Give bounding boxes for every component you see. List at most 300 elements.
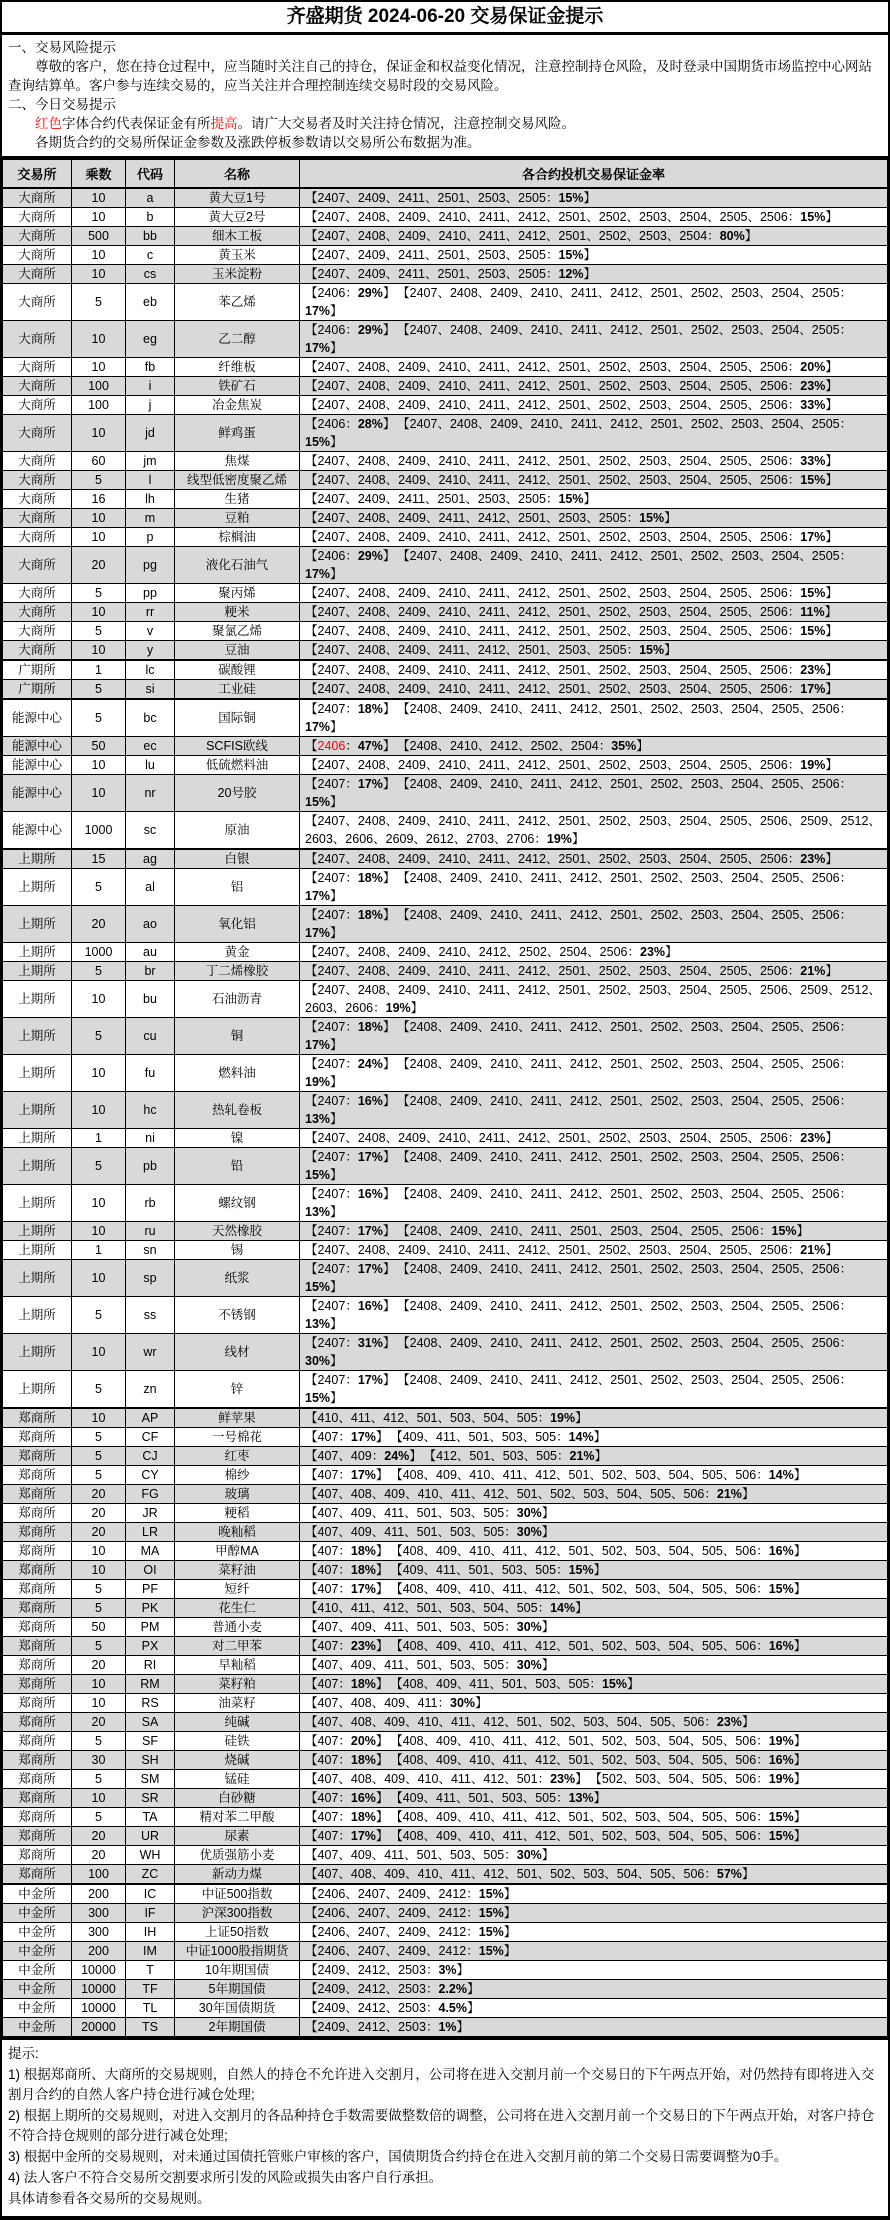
table-row [3,1185,888,1222]
table-row [3,1846,888,1865]
code-cell: PK [126,1599,175,1618]
code-cell: IH [126,1923,175,1942]
code-cell: WH [126,1846,175,1865]
table-row [3,377,888,396]
multiplier-cell: 10 [72,756,126,775]
rate-group: 【2407、2409、2411、2501、2503、2505：15%】 [305,191,596,205]
rate-group: 【407、409、411、501、503、505：30%】 [305,1620,555,1634]
multiplier-cell: 1000 [72,812,126,850]
exchange-cell: 郑商所 [3,1504,72,1523]
exchange-cell: 上期所 [3,1260,72,1297]
exchange-cell: 上期所 [3,869,72,906]
name-cell: 冶金焦炭 [175,396,300,415]
rate-group: 【2407、2408、2409、2410、2411、2412、2501、2502、2503、2504、2505、2506：21%】 [305,1243,838,1257]
name-cell: 液化石油气 [175,547,300,584]
rate-group: 【2407：17%】 [305,1150,396,1164]
rates-cell [300,1092,888,1129]
multiplier-cell: 10 [72,246,126,265]
margin-rate-value: 16% [768,1753,794,1767]
table-row [3,1371,888,1409]
rate-group: 【2408、2409、2410、2411、2412、2501、2502、2503、2504、2505、2506：15%】 [305,777,853,809]
rate-group: 【2407：24%】 [305,1057,396,1071]
multiplier-cell: 10 [72,1334,126,1371]
margin-rate-value: 20% [350,1734,376,1748]
multiplier-cell: 10000 [72,1961,126,1980]
name-cell: 线型低密度聚乙烯 [175,471,300,490]
contract-list: 2407、2408、2409、2410、2411、2412、2501、2502、2503、2504、2505、2506 [317,210,788,224]
col-header-exchange: 交易所 [3,160,72,189]
exchange-cell: 中金所 [3,1999,72,2018]
rates-cell [300,246,888,265]
notes-section [2,2037,888,2216]
table-row [3,1428,888,1447]
contract-list: 2408、2409、2410、2411、2412、2501、2502、2503、2504、2505、2506 [409,1187,840,1201]
contract-list: 2407 [317,1094,346,1108]
code-cell: b [126,208,175,227]
rate-group: 【409、411、501、503、505：15%】 [396,1563,607,1577]
rates-cell [300,1694,888,1713]
table-row [3,246,888,265]
margin-rate-value: 23% [550,1772,576,1786]
table-row [3,1656,888,1675]
contract-list: 407 [317,1734,339,1748]
name-cell: 菜籽粕 [175,1675,300,1694]
rate-group: 【2407、2408、2409、2410、2411、2412、2501、2502、2503、2504、2505、2506：33%】 [305,398,838,412]
rates-cell [300,962,888,981]
rate-group: 【2407：18%】 [305,1020,396,1034]
multiplier-cell: 100 [72,377,126,396]
margin-rate-value: 23% [800,852,826,866]
rate-group: 【2409、2412、2503：4.5%】 [305,2001,480,2015]
rate-group: 【2408、2409、2410、2411、2412、2501、2502、2503、2504、2505、2506：17%】 [305,1020,853,1052]
code-cell: TA [126,1808,175,1827]
rate-group: 【502、503、504、505、506：19%】 [595,1772,807,1786]
code-cell: IM [126,1942,175,1961]
exchange-cell: 郑商所 [3,1656,72,1675]
margin-rate-value: 19% [768,1734,794,1748]
rates-cell [300,1485,888,1504]
table-row [3,869,888,906]
margin-rate-value: 30% [450,1696,476,1710]
code-cell: cu [126,1018,175,1055]
contract-list: 2407 [317,908,346,922]
code-cell: OI [126,1561,175,1580]
rate-group: 【2407、2408、2409、2410、2411、2412、2501、2502、2503、2504、2505：17%】 [305,549,853,581]
exchange-cell: 广期所 [3,660,72,680]
margin-rate-value: 16% [357,1094,383,1108]
margin-rate-value: 23% [800,1131,826,1145]
margin-rate-value: 18% [357,1020,383,1034]
today-section-heading: 二、今日交易提示 [8,97,116,112]
contract-list: 2407、2408、2409、2410、2411、2412、2501、2502、2503、2504、2505、2506 [317,852,788,866]
rates-cell [300,680,888,700]
name-cell: 氧化铝 [175,906,300,943]
margin-rate-value: 14% [568,1430,594,1444]
rates-cell [300,1675,888,1694]
contract-list: 2406、2407、2409、2412 [317,1906,467,1920]
contract-list: 2407 [317,1373,346,1387]
exchange-cell: 能源中心 [3,737,72,756]
name-cell: 燃料油 [175,1055,300,1092]
table-row [3,1827,888,1846]
exchange-cell: 大商所 [3,547,72,584]
name-cell: 低硫燃料油 [175,756,300,775]
name-cell: 20号胶 [175,775,300,812]
code-cell: lc [126,660,175,680]
contract-list: 2407、2408、2409、2410、2412、2502、2504、2506 [317,945,628,959]
rates-cell [300,1523,888,1542]
rate-group: 【2408、2409、2410、2411、2412、2501、2502、2503、2504、2505、2506：15%】 [305,1262,853,1294]
name-cell: 原油 [175,812,300,850]
name-cell: 油菜籽 [175,1694,300,1713]
name-cell: 铁矿石 [175,377,300,396]
rate-group: 【408、409、410、411、412、501、502、503、504、505、506：15%】 [396,1582,807,1596]
margin-rate-value: 17% [350,1468,376,1482]
name-cell: 锌 [175,1371,300,1409]
rate-group: 【2407、2408、2409、2410、2411、2412、2501、2502、2503、2504、2505、2506：20%】 [305,360,838,374]
rates-cell [300,849,888,869]
rates-cell [300,1808,888,1827]
code-cell: rr [126,603,175,622]
code-cell: CJ [126,1447,175,1466]
margin-rate-value: 15% [601,1677,627,1691]
contract-list: 2407、2408、2409、2410、2411、2412、2501、2502、2503、2504 [317,229,708,243]
rates-cell [300,528,888,547]
rate-group: 【407：16%】 [305,1791,389,1805]
rate-group: 【2407：18%】 [305,908,396,922]
exchange-cell: 上期所 [3,906,72,943]
rates-cell [300,1580,888,1599]
rates-cell [300,1999,888,2018]
multiplier-cell: 10 [72,1675,126,1694]
table-row [3,188,888,208]
exchange-cell: 大商所 [3,603,72,622]
contract-list: 409、411、501、503、505 [402,1430,557,1444]
margin-rate-value: 23% [800,379,826,393]
table-row [3,1260,888,1297]
code-cell: ec [126,737,175,756]
exchange-cell: 郑商所 [3,1789,72,1808]
code-cell: LR [126,1523,175,1542]
margin-rate-value: 23% [350,1639,376,1653]
contract-list: 2407 [317,777,346,791]
contract-list: 407、409、411、501、503、505 [317,1506,505,1520]
name-cell: 晚籼稻 [175,1523,300,1542]
contract-list: 2408、2409、2410、2411、2412、2501、2502、2503、2504、2505、2506 [409,1020,840,1034]
contract-list: 2407、2408、2409、2410、2411、2412、2501、2502、2503、2504、2505、2506、2509、2512、2603、2606、2609、2612、2703、2706 [305,814,881,846]
rates-cell [300,1466,888,1485]
margin-rate-value: 17% [357,1262,383,1276]
code-cell: y [126,641,175,661]
rate-group: 【2409、2412、2503：3%】 [305,1963,470,1977]
code-cell: lu [126,756,175,775]
rates-cell [300,641,888,661]
exchange-cell: 中金所 [3,1884,72,1904]
contract-list: 407、409、411、501、503、505 [317,1658,505,1672]
contract-list: 2407、2408、2409、2410、2411、2412、2501、2502、2503、2504、2505、2506 [317,473,788,487]
exchange-cell: 郑商所 [3,1827,72,1846]
rate-group: 【2407：17%】 [305,1224,396,1238]
exchange-cell: 大商所 [3,377,72,396]
rates-cell [300,584,888,603]
exchange-cell: 大商所 [3,452,72,471]
contract-list: 407 [317,1544,339,1558]
margin-rate-value: 17% [357,1150,383,1164]
contract-list: 2407、2409、2411、2501、2503、2505 [317,248,546,262]
contract-list: 407、408、409、410、411、412、501 [317,1772,538,1786]
table-row [3,1241,888,1260]
margin-rate-value: 2.2% [438,1982,467,1996]
rate-group: 【410、411、412、501、503、504、505：19%】 [305,1411,588,1425]
code-cell: CY [126,1466,175,1485]
exchange-cell: 上期所 [3,849,72,869]
multiplier-cell: 5 [72,680,126,700]
table-row [3,603,888,622]
name-cell: 焦煤 [175,452,300,471]
code-cell: PX [126,1637,175,1656]
multiplier-cell: 60 [72,452,126,471]
risk-section-paragraph: 尊敬的客户，您在持仓过程中，应当随时关注自己的持仓，保证金和权益变化情况，注意控制持仓风险，及时登录中国期货市场监控中心网站查询结算单。客户参与连续交易的，应当关注并合理控制连续交易时段的交易风险。 [8,59,872,93]
contract-list: 2407、2408、2409、2410、2411、2412、2501、2502、2503、2504、2505、2506 [317,964,788,978]
rate-group: 【2407、2408、2409、2410、2411、2412、2501、2502、2503、2504、2505、2506：23%】 [305,379,838,393]
table-row [3,1942,888,1961]
rates-cell [300,1408,888,1428]
rates-cell [300,396,888,415]
margin-rate-value: 21% [569,1449,595,1463]
rates-cell [300,1297,888,1334]
contract-list: 2407、2409、2411、2501、2503、2505 [317,267,546,281]
multiplier-cell: 10 [72,321,126,358]
multiplier-cell: 5 [72,1466,126,1485]
code-cell: CF [126,1428,175,1447]
code-cell: l [126,471,175,490]
margin-rate-value: 15% [800,586,826,600]
exchange-cell: 郑商所 [3,1447,72,1466]
name-cell: 锰硅 [175,1770,300,1789]
exchange-cell: 上期所 [3,1334,72,1371]
exchange-cell: 郑商所 [3,1580,72,1599]
margin-rate-value: 15% [771,1224,797,1238]
rates-cell [300,1961,888,1980]
name-cell: 2年期国债 [175,2018,300,2037]
contract-list: 2407 [317,871,346,885]
code-cell: SR [126,1789,175,1808]
rate-group: 【408、409、410、411、412、501、502、503、504、505、506：15%】 [396,1810,807,1824]
rate-group: 【410、411、412、501、503、504、505：14%】 [305,1601,588,1615]
rate-group: 【2407、2408、2409、2410、2411、2412、2501、2502、2503、2504、2505、2506：17%】 [305,682,838,696]
rate-group: 【2407：17%】 [305,1262,396,1276]
multiplier-cell: 20 [72,1846,126,1865]
rate-group: 【2407、2408、2409、2410、2411、2412、2501、2502、2503、2504、2505、2506：33%】 [305,454,838,468]
name-cell: 锡 [175,1241,300,1260]
margin-rate-value: 18% [357,702,383,716]
margin-rate-value: 19% [546,832,572,846]
rates-cell [300,1846,888,1865]
multiplier-cell: 5 [72,1637,126,1656]
rate-group: 【407：18%】 [305,1677,389,1691]
contract-list: 2407、2408、2409、2410、2411、2412、2501、2502、2503、2504、2505、2506 [317,682,788,696]
rate-group: 【407、408、409、410、411、412、501、502、503、504、505、506：57%】 [305,1867,755,1881]
exchange-cell: 上期所 [3,1092,72,1129]
margin-rate-value: 15% [639,511,665,525]
name-cell: 精对苯二甲酸 [175,1808,300,1827]
margin-rate-value: 30% [516,1848,542,1862]
rate-group: 【407、409、411、501、503、505：30%】 [305,1506,555,1520]
contract-list: 2407 [317,702,346,716]
exchange-cell: 上期所 [3,1297,72,1334]
table-row [3,812,888,850]
rate-group: 【408、409、410、411、412、501、502、503、504、505、506：16%】 [396,1639,807,1653]
table-row [3,227,888,246]
risk-section-heading: 一、交易风险提示 [8,40,116,55]
contract-list: 2406、2407、2409、2412 [317,1887,467,1901]
margin-rate-value: 17% [305,304,331,318]
margin-rate-value: 17% [350,1582,376,1596]
exchange-cell: 郑商所 [3,1618,72,1637]
multiplier-cell: 5 [72,1599,126,1618]
rates-cell [300,1656,888,1675]
rates-cell [300,660,888,680]
rate-group: 【2407、2409、2411、2501、2503、2505：15%】 [305,492,596,506]
margin-rate-value: 80% [719,229,745,243]
rate-group: 【2407、2408、2409、2410、2411、2412、2501、2502、2503、2504、2505、2506：17%】 [305,530,838,544]
table-row [3,1542,888,1561]
rate-group: 【2408、2409、2410、2411、2501、2503、2504、2505、2506：15%】 [403,1224,810,1238]
margin-rate-value: 19% [305,1075,331,1089]
multiplier-cell: 10 [72,208,126,227]
rate-group: 【2407、2408、2409、2411、2412、2501、2503、2505：15%】 [305,643,677,657]
contract-list: 2408、2409、2410、2411、2412、2501、2502、2503、2504、2505、2506 [409,1262,840,1276]
multiplier-cell: 10000 [72,1980,126,1999]
contract-list: 2407、2408、2409、2411、2412、2501、2503、2505 [317,511,627,525]
rates-cell [300,1904,888,1923]
contract-list: 408、409、410、411、412、501、502、503、504、505、506 [402,1544,757,1558]
rate-group: 【2408、2409、2410、2411、2412、2501、2502、2503、2504、2505、2506：15%】 [305,1150,853,1182]
red-keyword-2: 提高 [210,116,238,131]
code-cell: MA [126,1542,175,1561]
rate-group: 【2406、2407、2409、2412：15%】 [305,1944,517,1958]
rates-cell [300,471,888,490]
contract-list: 412、501、503、505 [436,1449,557,1463]
multiplier-cell: 500 [72,227,126,246]
rate-group: 【2408、2409、2410、2411、2412、2501、2502、2503、2504、2505、2506：17%】 [305,871,853,903]
rates-cell [300,1789,888,1808]
code-cell: ag [126,849,175,869]
rates-cell [300,208,888,227]
rates-cell [300,737,888,756]
rate-group: 【2407、2409、2411、2501、2503、2505：12%】 [305,267,596,281]
code-cell: bc [126,699,175,737]
margin-rate-value: 15% [768,1810,794,1824]
margin-rate-value: 18% [350,1677,376,1691]
rates-cell [300,812,888,850]
margin-rate-value: 15% [558,248,584,262]
multiplier-cell: 1 [72,1241,126,1260]
name-cell: 黄大豆1号 [175,188,300,208]
table-row [3,1148,888,1185]
rate-group: 【2407：16%】 [305,1094,396,1108]
name-cell: 镍 [175,1129,300,1148]
contract-list: 408、409、410、411、412、501、502、503、504、505、506 [402,1734,757,1748]
rate-group: 【412、501、503、505：21%】 [429,1449,608,1463]
highlight-tail-text: 。请广大交易者及时关注持仓情况，注意控制交易风险。 [237,116,575,131]
exchange-cell: 大商所 [3,265,72,284]
table-row [3,699,888,737]
rate-group: 【2407：16%】 [305,1187,396,1201]
table-row [3,1504,888,1523]
rate-group: 【408、409、410、411、412、501、502、503、504、505、506：15%】 [396,1829,807,1843]
margin-rate-value: 15% [800,210,826,224]
multiplier-cell: 5 [72,1371,126,1409]
name-cell: 豆粕 [175,509,300,528]
margin-rate-value: 17% [357,1373,383,1387]
code-cell: m [126,509,175,528]
name-cell: 早籼稻 [175,1656,300,1675]
rates-cell [300,265,888,284]
code-cell: RM [126,1675,175,1694]
exchange-cell: 中金所 [3,1942,72,1961]
rate-group: 【2407、2408、2409、2410、2411、2412、2501、2502、2503、2504、2505、2506：19%】 [305,758,838,772]
rate-group: 【2408、2409、2410、2411、2412、2501、2502、2503、2504、2505、2506：13%】 [305,1094,853,1126]
rate-group: 【2407：16%】 [305,1299,396,1313]
rate-group: 【2407：31%】 [305,1336,396,1350]
exchange-cell: 郑商所 [3,1846,72,1865]
exchange-cell: 郑商所 [3,1408,72,1428]
multiplier-cell: 10 [72,1542,126,1561]
contract-list: 2407、2408、2409、2410、2411、2412、2501、2502、2503、2504、2505 [409,417,840,431]
exchange-cell: 郑商所 [3,1466,72,1485]
contract-list: 407 [317,1639,339,1653]
name-cell: 棉纱 [175,1466,300,1485]
multiplier-cell: 20 [72,1656,126,1675]
margin-rate-value: 17% [357,777,383,791]
margin-rate-value: 18% [350,1563,376,1577]
note-item: 具体请参看各交易所的交易规则。 [8,2191,211,2206]
rate-group: 【2407、2408、2409、2410、2412、2502、2504、2506：23%】 [305,945,678,959]
margin-rate-value: 15% [305,1168,331,1182]
name-cell: 碳酸锂 [175,660,300,680]
rate-group: 【2407、2409、2411、2501、2503、2505：15%】 [305,248,596,262]
margin-rate-value: 15% [478,1944,504,1958]
exchange-cell: 上期所 [3,1371,72,1409]
rate-group: 【2407、2408、2409、2410、2411、2412、2501、2502、2503、2504、2505、2506：15%】 [305,586,838,600]
contract-list: 2407、2408、2409、2410、2411、2412、2501、2502、2503、2504、2505、2506 [317,360,788,374]
table-row [3,1580,888,1599]
name-cell: 中证1000股指期货 [175,1942,300,1961]
contract-list: 2407 [317,1187,346,1201]
rate-group: 【407：23%】 [305,1639,389,1653]
margin-rate-value: 15% [305,795,331,809]
margin-rate-value: 15% [568,1563,594,1577]
margin-rate-value: 29% [357,549,383,563]
rate-group: 【2409、2412、2503：1%】 [305,2020,470,2034]
rates-cell [300,490,888,509]
rate-group: 【407：18%】 [305,1753,389,1767]
rate-group: 【407：18%】 [305,1563,389,1577]
multiplier-cell: 10 [72,1185,126,1222]
name-cell: 铅 [175,1148,300,1185]
margin-rate-value: 17% [350,1829,376,1843]
code-cell: eb [126,284,175,321]
rates-cell [300,1618,888,1637]
multiplier-cell: 100 [72,1865,126,1885]
contract-list: 2409、2412、2503 [317,2001,426,2015]
contract-list: 2409、2412、2503 [317,1963,426,1977]
margin-rate-value: 18% [357,871,383,885]
rate-group: 【407：20%】 [305,1734,389,1748]
exchange-cell: 大商所 [3,358,72,377]
margin-rate-value: 28% [357,417,383,431]
